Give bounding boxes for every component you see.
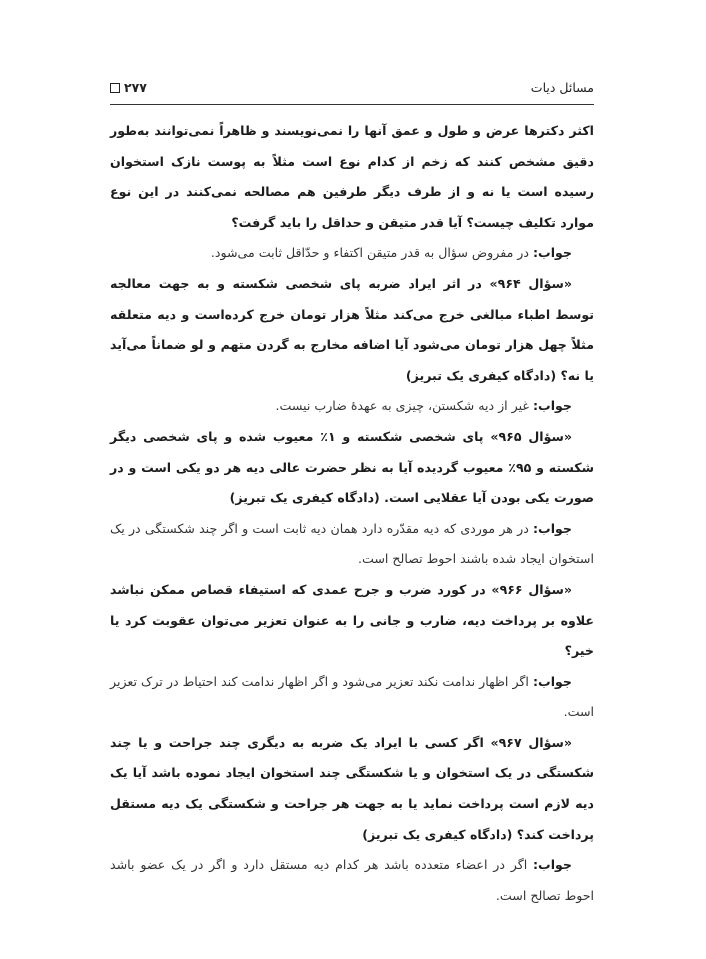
page-header [110,78,594,102]
paragraph-text: در هر موردی که دیه مقدّره دارد همان دیه ثابت است و اگر چند شکستگی در یک استخوان ایجاد شده باشند احوط تصالح است. [110,520,594,567]
page-body [110,116,594,911]
paragraph-answer [110,667,594,728]
header-divider [110,104,594,105]
answer-label: جواب: [533,398,572,414]
paragraph-text: در اثر ایراد ضربه پای شخصی شکسته و به جهت معالجه توسط اطباء مبالغی خرج می‌کند مثلاً هزار تومان خرج کرده‌است و دیه متعلقه مثلاً چهل هزار تومان می‌شود آیا اضافه مخارج به گردن متهم و لو ضماناً می‌آید یا نه؟ (دادگاه کیفری یک تبریز) [110,275,594,383]
paragraph-text: در مفروض سؤال به قدر متیقن اکتفاء و حدّاقل ثابت می‌شود. [210,245,534,261]
answer-label: جواب: [533,857,572,873]
page-number [110,80,147,95]
answer-label: جواب: [533,673,572,689]
question-label: «سؤال ۹۶۷» [490,734,572,750]
paragraph-text: در کورد ضرب و جرح عمدی که استیفاء قصاص ممکن نباشد علاوه بر پرداخت دیه، ضارب و جانی را به عنوان تعزیر می‌توان عقوبت کرد یا خیر؟ [110,581,594,659]
paragraph-answer [110,391,594,422]
paragraph-text: اگر اظهار ندامت نکند تعزیر می‌شود و اگر اظهار ندامت کند احتیاط در ترک تعزیر است. [110,673,594,720]
answer-label: جواب: [533,520,572,536]
paragraph-question [110,422,594,514]
paragraph-text: غیر از دیه شکستن، چیزی به عهدهٔ ضارب نیست. [275,398,534,414]
question-label: «سؤال ۹۶۴» [489,275,572,291]
paragraph-answer [110,514,594,575]
paragraph-text: پای شخصی شکسته و ۱٪ معیوب شده و پای شخصی دیگر شکسته و ۹۵٪ معیوب گردیده آیا به نظر حضرت عالی دیه هر دو یکی است و در صورت یکی بودن آیا عقلایی است. (دادگاه کیفری یک تبریز) [110,428,595,506]
page-number-text: ۲۷۷ [124,80,147,95]
paragraph-answer [110,850,594,911]
paragraph-question [110,269,594,391]
paragraph-text: اگر کسی با ایراد یک ضربه به دیگری چند جراحت و یا چند شکستگی در یک استخوان و یا شکستگی چند استخوان ایجاد نموده باشد آیا یک دیه لازم است پرداخت نماید یا به جهت هر جراحت و شکستگی یک دیه مستقل پرداخت کند؟ (دادگاه کیفری یک تبریز) [110,734,594,842]
paragraph-text: اکثر دکترها عرض و طول و عمق آنها را نمی‌نویسند و ظاهراً نمی‌توانند به‌طور دقیق مشخص کنند که زخم از کدام نوع است مثلاً به پوست نازک استخوان رسیده است یا نه و از طرف دیگر طرفین هم مصالحه نمی‌کنند در این نوع موارد تکلیف چیست؟ آیا قدر متیقن و حداقل را باید گرفت؟ [110,123,594,230]
paragraph-question [110,575,594,667]
paragraph-question [110,728,594,850]
paragraph-text: اگر در اعضاء متعدده باشد هر کدام دیه مستقل دارد و اگر در یک عضو باشد احوط تصالح است. [110,857,594,903]
paragraph-question-continued [110,116,594,238]
answer-label: جواب: [533,245,572,261]
running-title: مسائل دیات [530,80,594,95]
question-label: «سؤال ۹۶۶» [491,581,572,597]
page-marker-icon [110,83,120,93]
question-label: «سؤال ۹۶۵» [490,428,573,444]
paragraph-answer [110,238,594,269]
